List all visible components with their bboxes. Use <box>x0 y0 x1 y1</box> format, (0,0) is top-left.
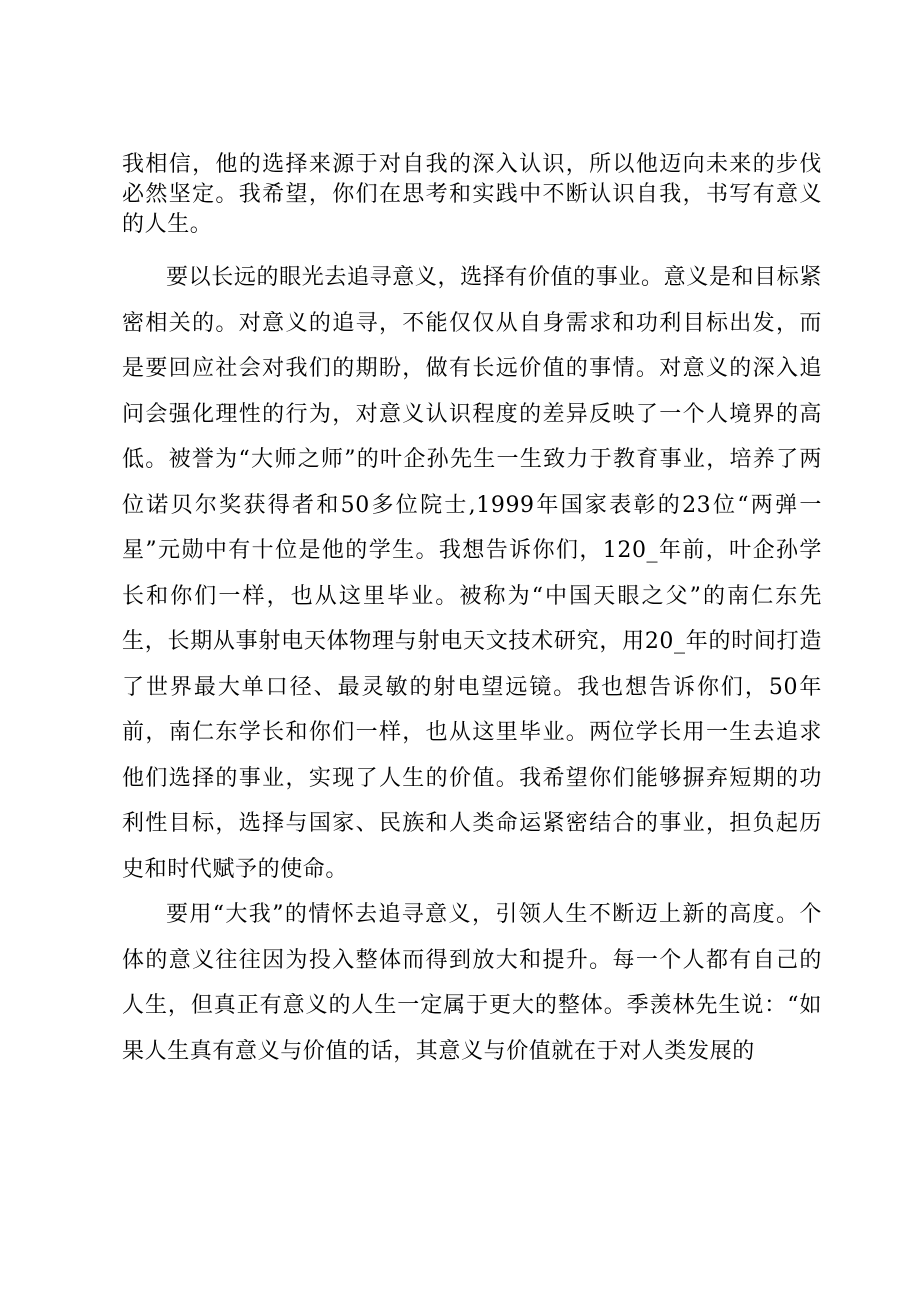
paragraph-intro: 我相信，他的选择来源于对自我的深入认识，所以他迈向未来的步伐必然坚定。我希望，你们在思考和实践中不断认识自我，书写有意义的人生。 <box>122 152 822 237</box>
paragraph-greater-self: 要用“大我”的情怀去追寻意义，引领人生不断迈上新的高度。个体的意义往往因为投入整体而得到放大和提升。每一个人都有自己的人生，但真正有意义的人生一定属于更大的整体。季羡林先生说：“如果人生真有意义与价值的话，其意义与价值就在于对人类发展的 <box>122 902 822 1064</box>
paragraph-career-meaning: 要以长远的眼光去追寻意义，选择有价值的事业。意义是和目标紧密相关的。对意义的追寻，不能仅仅从自身需求和功利目标出发，而是要回应社会对我们的期盼，做有长远价值的事情。对意义的深入追问会强化理性的行为，对意义认识程度的差异反映了一个人境界的高低。被誉为“大师之师”的叶企孙先生一生致力于教育事业，培养了两位诺贝尔奖获得者和50多位院士,1999年国家表彰的23位“两弹一星”元勋中有十位是他的学生。我想告诉你们，120_年前，叶企孙学长和你们一样，也从这里毕业。被称为“中国天眼之父”的南仁东先生，长期从事射电天体物理与射电天文技术研究，用20_年的时间打造了世界最大单口径、最灵敏的射电望远镜。我也想告诉你们，50年前，南仁东学长和你们一样，也从这里毕业。两位学长用一生去追求他们选择的事业，实现了人生的价值。我希望你们能够摒弃短期的功利性目标，选择与国家、民族和人类命运紧密结合的事业，担负起历史和时代赋予的使命。 <box>122 265 822 882</box>
document-body <box>122 150 822 1074</box>
